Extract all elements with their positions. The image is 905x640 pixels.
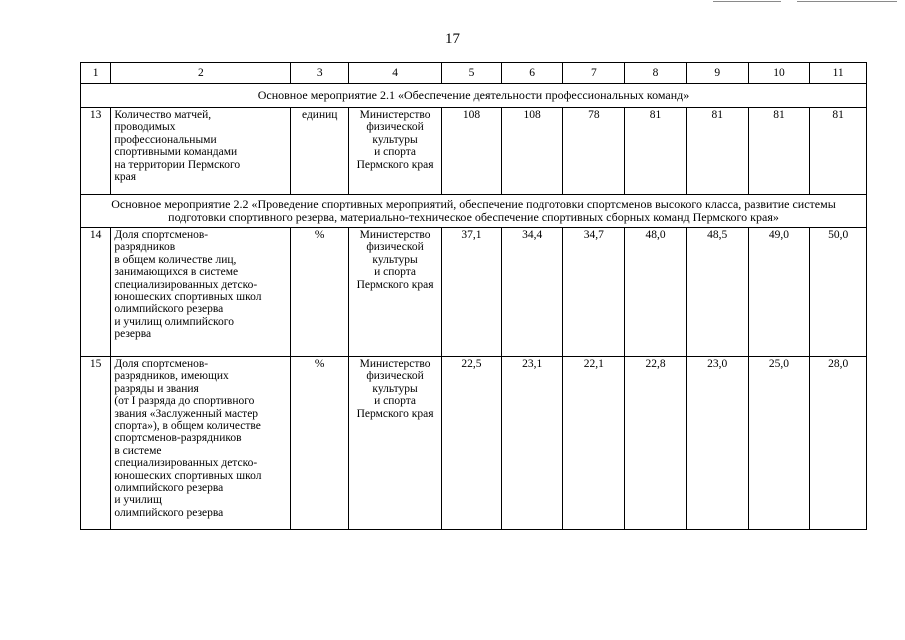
column-number: 3 [291, 63, 349, 84]
value-cell: 34,4 [501, 228, 563, 357]
value-cell: 108 [442, 108, 502, 195]
row-number: 15 [81, 357, 111, 530]
indicator-name: Доля спортсменов- разрядников в общем количестве лиц, занимающихся в системе специализированных детско- юношеских спортивных школ олимпийского резерва и училищ олимпийского резерва [111, 228, 291, 357]
column-number: 10 [748, 63, 810, 84]
value-cell: 81 [686, 108, 748, 195]
value-cell: 108 [501, 108, 563, 195]
value-cell: 48,5 [686, 228, 748, 357]
executor-cell: Министерство физической культуры и спорта Пермского края [349, 357, 442, 530]
column-number-row [81, 63, 867, 84]
scan-edge-line [713, 1, 781, 2]
unit-cell: % [291, 228, 349, 357]
column-number: 11 [810, 63, 867, 84]
column-number: 5 [442, 63, 502, 84]
value-cell: 34,7 [563, 228, 625, 357]
section-title: Основное мероприятие 2.2 «Проведение спортивных мероприятий, обеспечение подготовки спортсменов высокого класса, развитие системы подготовки спортивного резерва, материально-техническое обеспечение спортивных сборных команд Пермского края» [81, 195, 867, 228]
executor-cell: Министерство физической культуры и спорта Пермского края [349, 108, 442, 195]
page-number: 17 [445, 31, 460, 47]
value-cell: 48,0 [625, 228, 687, 357]
value-cell: 22,1 [563, 357, 625, 530]
value-cell: 49,0 [748, 228, 810, 357]
scan-edge-line [797, 1, 897, 2]
executor-cell: Министерство физической культуры и спорта Пермского края [349, 228, 442, 357]
column-number: 6 [501, 63, 563, 84]
value-cell: 23,1 [501, 357, 563, 530]
value-cell: 28,0 [810, 357, 867, 530]
column-number: 2 [111, 63, 291, 84]
table-row [81, 228, 867, 357]
indicator-name: Количество матчей, проводимых профессиональными спортивными командами на территории Пермского края [111, 108, 291, 195]
value-cell: 81 [810, 108, 867, 195]
row-number: 13 [81, 108, 111, 195]
indicator-name: Доля спортсменов- разрядников, имеющих разряды и звания (от I разряда до спортивного звания «Заслуженный мастер спорта»), в общем количестве спортсменов-разрядников в системе специализированных детско- юношеских спортивных школ олимпийского резерва и училищ олимпийского резерва [111, 357, 291, 530]
column-number: 4 [349, 63, 442, 84]
value-cell: 50,0 [810, 228, 867, 357]
column-number: 7 [563, 63, 625, 84]
column-number: 9 [686, 63, 748, 84]
table-row [81, 357, 867, 530]
indicators-table [80, 62, 867, 530]
unit-cell: % [291, 357, 349, 530]
value-cell: 22,5 [442, 357, 502, 530]
section-title: Основное мероприятие 2.1 «Обеспечение деятельности профессиональных команд» [81, 84, 867, 108]
section-row [81, 195, 867, 228]
column-number: 1 [81, 63, 111, 84]
value-cell: 25,0 [748, 357, 810, 530]
value-cell: 37,1 [442, 228, 502, 357]
value-cell: 81 [748, 108, 810, 195]
value-cell: 23,0 [686, 357, 748, 530]
value-cell: 81 [625, 108, 687, 195]
column-number: 8 [625, 63, 687, 84]
table-row [81, 108, 867, 195]
unit-cell: единиц [291, 108, 349, 195]
section-row [81, 84, 867, 108]
row-number: 14 [81, 228, 111, 357]
value-cell: 22,8 [625, 357, 687, 530]
value-cell: 78 [563, 108, 625, 195]
